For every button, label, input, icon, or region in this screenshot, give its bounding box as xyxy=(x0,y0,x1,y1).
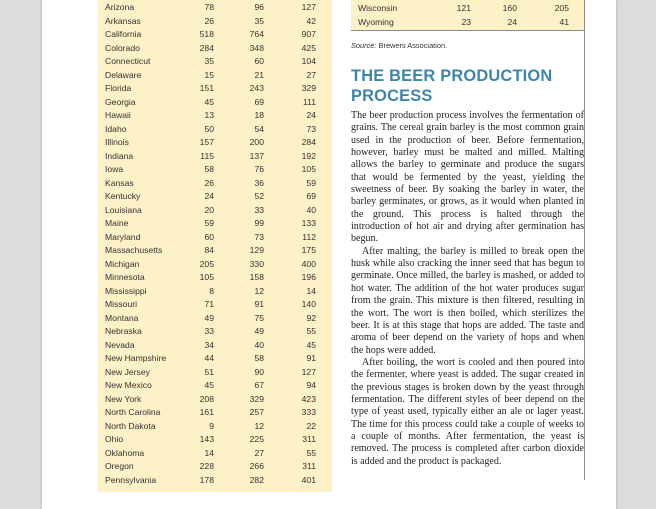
state-name-cell: Indiana xyxy=(105,150,134,161)
value-cell-3: 127 xyxy=(301,366,316,377)
state-name-cell: Colorado xyxy=(105,42,140,53)
value-cell-2: 49 xyxy=(254,326,264,336)
value-cell-3: 205 xyxy=(554,3,569,13)
state-name-cell: Nebraska xyxy=(105,326,142,336)
value-cell-3: 311 xyxy=(302,434,316,444)
value-cell-2: 257 xyxy=(249,407,264,417)
column-rule xyxy=(584,0,585,480)
state-name-cell: Massachusetts xyxy=(105,245,163,255)
value-cell-1: 121 xyxy=(456,3,471,13)
value-cell-2: 764 xyxy=(249,29,264,39)
value-cell-2: 67 xyxy=(254,380,264,390)
value-cell-1: 208 xyxy=(199,393,214,404)
value-cell-1: 161 xyxy=(199,407,214,417)
value-cell-1: 26 xyxy=(204,15,214,26)
state-name-cell: California xyxy=(105,29,142,39)
value-cell-2: 40 xyxy=(254,339,264,350)
state-name-cell: North Carolina xyxy=(105,407,161,417)
state-name-cell: Wyoming xyxy=(358,16,394,27)
state-name-cell: Hawaii xyxy=(105,110,131,120)
value-cell-2: 75 xyxy=(254,312,264,323)
value-cell-1: 8 xyxy=(209,285,214,296)
value-cell-2: 12 xyxy=(254,285,264,296)
value-cell-1: 105 xyxy=(199,272,214,282)
value-cell-2: 35 xyxy=(254,15,264,26)
value-cell-1: 157 xyxy=(199,137,214,147)
table-row xyxy=(98,204,332,218)
value-cell-3: 333 xyxy=(301,407,316,417)
state-name-cell: Missouri xyxy=(105,299,137,309)
value-cell-2: 33 xyxy=(254,204,264,215)
value-cell-2: 329 xyxy=(249,393,264,404)
paragraph-1: The beer production process involves the fermentation of grains. The cereal grain barley is the most common grain used in the production of beer. Before fermentation, however, barley must be malted and milled. Malting allows the barley to germinate and produce the sugars that would be fermented by the yeast, yielding the sweetness of beer. By soaking the barley in water, the barley germinates, or grows, as it would when planted in the ground. This process is halted through the introduction of hot air and drying after germination has begun. xyxy=(351,110,584,245)
value-cell-1: 143 xyxy=(199,434,214,444)
source-label: Source: xyxy=(351,41,377,50)
value-cell-1: 14 xyxy=(204,447,214,458)
state-name-cell: Ohio xyxy=(105,434,124,444)
table-row xyxy=(98,42,332,56)
value-cell-2: 96 xyxy=(254,2,264,12)
state-name-cell: New Mexico xyxy=(105,380,152,390)
table-row xyxy=(98,163,332,177)
value-cell-1: 15 xyxy=(204,69,214,80)
value-cell-3: 24 xyxy=(306,110,316,120)
state-name-cell: Oklahoma xyxy=(105,447,145,458)
table-row xyxy=(98,325,332,339)
table-row xyxy=(98,244,332,258)
table-row xyxy=(98,420,332,434)
source-text: Brewers Association. xyxy=(378,41,448,50)
table-row xyxy=(98,474,332,488)
paragraph-2: After malting, the barley is milled to break open the husk while also cracking the inner seed that has begun to germinate. Once milled, the barley is mashed, or added to hot water. The addition of the hot water produces sugar from the grain. This mixture is then filtered, resulting in the wort. The wort is then boiled, which sterilizes the beer. It is at this stage that hops are added. The taste and aroma of beer depend on the variety of hops and when the hops were added. xyxy=(351,245,584,356)
value-cell-1: 59 xyxy=(204,218,214,228)
value-cell-3: 45 xyxy=(306,339,316,350)
value-cell-3: 105 xyxy=(301,164,316,174)
value-cell-1: 33 xyxy=(204,326,214,336)
state-name-cell: Florida xyxy=(105,83,132,93)
value-cell-3: 112 xyxy=(302,231,316,242)
table-row xyxy=(98,217,332,231)
value-cell-1: 45 xyxy=(204,380,214,390)
table-row xyxy=(98,1,332,15)
value-cell-3: 329 xyxy=(301,83,316,93)
value-cell-2: 21 xyxy=(254,69,264,80)
value-cell-2: 91 xyxy=(254,299,264,309)
value-cell-3: 73 xyxy=(306,123,316,134)
state-name-cell: Louisiana xyxy=(105,204,142,215)
value-cell-2: 58 xyxy=(254,353,264,363)
table-row xyxy=(98,460,332,474)
value-cell-1: 50 xyxy=(204,123,214,134)
value-cell-1: 84 xyxy=(204,245,214,255)
value-cell-3: 196 xyxy=(301,272,316,282)
value-cell-1: 24 xyxy=(204,191,214,201)
state-name-cell: Kentucky xyxy=(105,191,141,201)
table-row xyxy=(98,15,332,29)
value-cell-3: 27 xyxy=(306,69,316,80)
table-row xyxy=(98,28,332,42)
value-cell-2: 200 xyxy=(249,137,264,147)
section-body xyxy=(351,110,584,468)
value-cell-2: 348 xyxy=(249,42,264,53)
state-name-cell: Pennsylvania xyxy=(105,474,157,485)
section-heading: THE BEER PRODUCTION PROCESS xyxy=(351,67,553,105)
state-name-cell: Maine xyxy=(105,218,129,228)
table-row xyxy=(98,258,332,272)
value-cell-2: 60 xyxy=(254,56,264,66)
table-source-note xyxy=(351,41,447,50)
state-name-cell: Michigan xyxy=(105,258,140,269)
table-row xyxy=(98,447,332,461)
state-name-cell: Oregon xyxy=(105,461,134,471)
state-name-cell: Idaho xyxy=(105,123,127,134)
value-cell-3: 55 xyxy=(306,326,316,336)
brewery-count-table xyxy=(98,0,332,492)
value-cell-1: 228 xyxy=(199,461,214,471)
value-cell-1: 178 xyxy=(199,474,214,485)
table-row xyxy=(98,82,332,96)
table-row xyxy=(98,123,332,137)
table-row xyxy=(98,433,332,447)
table-row xyxy=(98,177,332,191)
value-cell-2: 24 xyxy=(507,16,517,27)
value-cell-3: 907 xyxy=(301,29,316,39)
value-cell-3: 59 xyxy=(306,177,316,188)
value-cell-3: 40 xyxy=(306,204,316,215)
brewery-count-table-continued xyxy=(351,0,585,31)
value-cell-2: 73 xyxy=(254,231,264,242)
value-cell-3: 92 xyxy=(306,312,316,323)
table-row xyxy=(98,231,332,245)
value-cell-2: 76 xyxy=(254,164,264,174)
table-row xyxy=(351,16,585,30)
state-name-cell: Nevada xyxy=(105,339,135,350)
value-cell-3: 140 xyxy=(301,299,316,309)
value-cell-1: 518 xyxy=(199,29,214,39)
value-cell-1: 78 xyxy=(204,2,214,12)
value-cell-1: 51 xyxy=(204,366,214,377)
table-row xyxy=(98,285,332,299)
value-cell-3: 55 xyxy=(306,447,316,458)
table-row xyxy=(98,271,332,285)
value-cell-2: 137 xyxy=(249,150,264,161)
value-cell-3: 284 xyxy=(301,137,316,147)
value-cell-3: 91 xyxy=(306,353,316,363)
state-name-cell: New Jersey xyxy=(105,366,150,377)
value-cell-2: 12 xyxy=(254,420,264,431)
value-cell-3: 94 xyxy=(306,380,316,390)
state-name-cell: Montana xyxy=(105,312,139,323)
value-cell-3: 104 xyxy=(301,56,316,66)
state-name-cell: Mississippi xyxy=(105,285,147,296)
value-cell-3: 127 xyxy=(301,2,316,12)
state-name-cell: Wisconsin xyxy=(358,3,398,13)
table-row xyxy=(98,96,332,110)
value-cell-1: 284 xyxy=(199,42,214,53)
value-cell-3: 22 xyxy=(306,420,316,431)
value-cell-2: 160 xyxy=(502,3,517,13)
state-name-cell: Delaware xyxy=(105,69,142,80)
state-name-cell: Arkansas xyxy=(105,15,141,26)
state-name-cell: New York xyxy=(105,393,142,404)
state-name-cell: Georgia xyxy=(105,96,136,107)
table-row xyxy=(98,298,332,312)
state-name-cell: Iowa xyxy=(105,164,124,174)
state-name-cell: Kansas xyxy=(105,177,134,188)
value-cell-1: 60 xyxy=(204,231,214,242)
value-cell-1: 205 xyxy=(199,258,214,269)
value-cell-1: 45 xyxy=(204,96,214,107)
table-row xyxy=(98,150,332,164)
value-cell-2: 330 xyxy=(249,258,264,269)
value-cell-1: 9 xyxy=(209,420,214,431)
value-cell-2: 243 xyxy=(249,83,264,93)
state-name-cell: North Dakota xyxy=(105,420,156,431)
value-cell-2: 52 xyxy=(254,191,264,201)
value-cell-2: 129 xyxy=(249,245,264,255)
table-row xyxy=(98,312,332,326)
value-cell-1: 26 xyxy=(204,177,214,188)
state-name-cell: Illinois xyxy=(105,137,129,147)
table-row xyxy=(98,69,332,83)
value-cell-1: 35 xyxy=(204,56,214,66)
value-cell-2: 90 xyxy=(254,366,264,377)
value-cell-1: 49 xyxy=(204,312,214,323)
table-row xyxy=(98,190,332,204)
value-cell-1: 34 xyxy=(204,339,214,350)
value-cell-1: 23 xyxy=(461,16,471,27)
value-cell-3: 400 xyxy=(301,258,316,269)
value-cell-3: 42 xyxy=(306,15,316,26)
state-name-cell: Minnesota xyxy=(105,272,145,282)
value-cell-3: 423 xyxy=(301,393,316,404)
value-cell-2: 69 xyxy=(254,96,264,107)
value-cell-2: 99 xyxy=(254,218,264,228)
table-row xyxy=(98,109,332,123)
table-row xyxy=(98,55,332,69)
value-cell-3: 69 xyxy=(306,191,316,201)
value-cell-1: 71 xyxy=(204,299,214,309)
state-name-cell: Arizona xyxy=(105,2,135,12)
value-cell-3: 175 xyxy=(301,245,316,255)
table-row xyxy=(98,406,332,420)
state-name-cell: New Hampshire xyxy=(105,353,167,363)
value-cell-1: 20 xyxy=(204,204,214,215)
value-cell-3: 192 xyxy=(301,150,316,161)
value-cell-3: 425 xyxy=(301,42,316,53)
value-cell-1: 44 xyxy=(204,353,214,363)
table-row xyxy=(98,136,332,150)
table-row xyxy=(98,393,332,407)
value-cell-3: 111 xyxy=(302,96,316,107)
table-row xyxy=(351,2,585,16)
value-cell-2: 27 xyxy=(254,447,264,458)
value-cell-2: 282 xyxy=(249,474,264,485)
value-cell-2: 158 xyxy=(249,272,264,282)
value-cell-1: 58 xyxy=(204,164,214,174)
value-cell-2: 36 xyxy=(254,177,264,188)
table-row xyxy=(98,339,332,353)
value-cell-1: 151 xyxy=(199,83,214,93)
table-row xyxy=(98,352,332,366)
value-cell-2: 18 xyxy=(254,110,264,120)
value-cell-1: 13 xyxy=(204,110,214,120)
state-name-cell: Maryland xyxy=(105,231,141,242)
paragraph-3: After boiling, the wort is cooled and then poured into the fermenter, where yeast is added. The sugar created in the previous stages is broken down by the yeast through fermentation. The different styles of beer depend on the type of yeast used, typically either an ale or lager yeast. The time for this process could take a couple of weeks to a couple of months. After fermentation, the yeast is removed. The process is completed after carbon dioxide is added and the product is packaged. xyxy=(351,356,584,467)
value-cell-3: 41 xyxy=(559,16,569,27)
document-page xyxy=(42,0,616,509)
table-row xyxy=(98,379,332,393)
value-cell-3: 401 xyxy=(301,474,316,485)
state-name-cell: Connecticut xyxy=(105,56,151,66)
value-cell-3: 133 xyxy=(301,218,316,228)
value-cell-3: 14 xyxy=(306,285,316,296)
value-cell-1: 115 xyxy=(200,150,214,161)
table-row xyxy=(98,366,332,380)
value-cell-2: 266 xyxy=(249,461,264,471)
value-cell-2: 54 xyxy=(254,123,264,134)
value-cell-3: 311 xyxy=(302,461,316,471)
value-cell-2: 225 xyxy=(249,434,264,444)
